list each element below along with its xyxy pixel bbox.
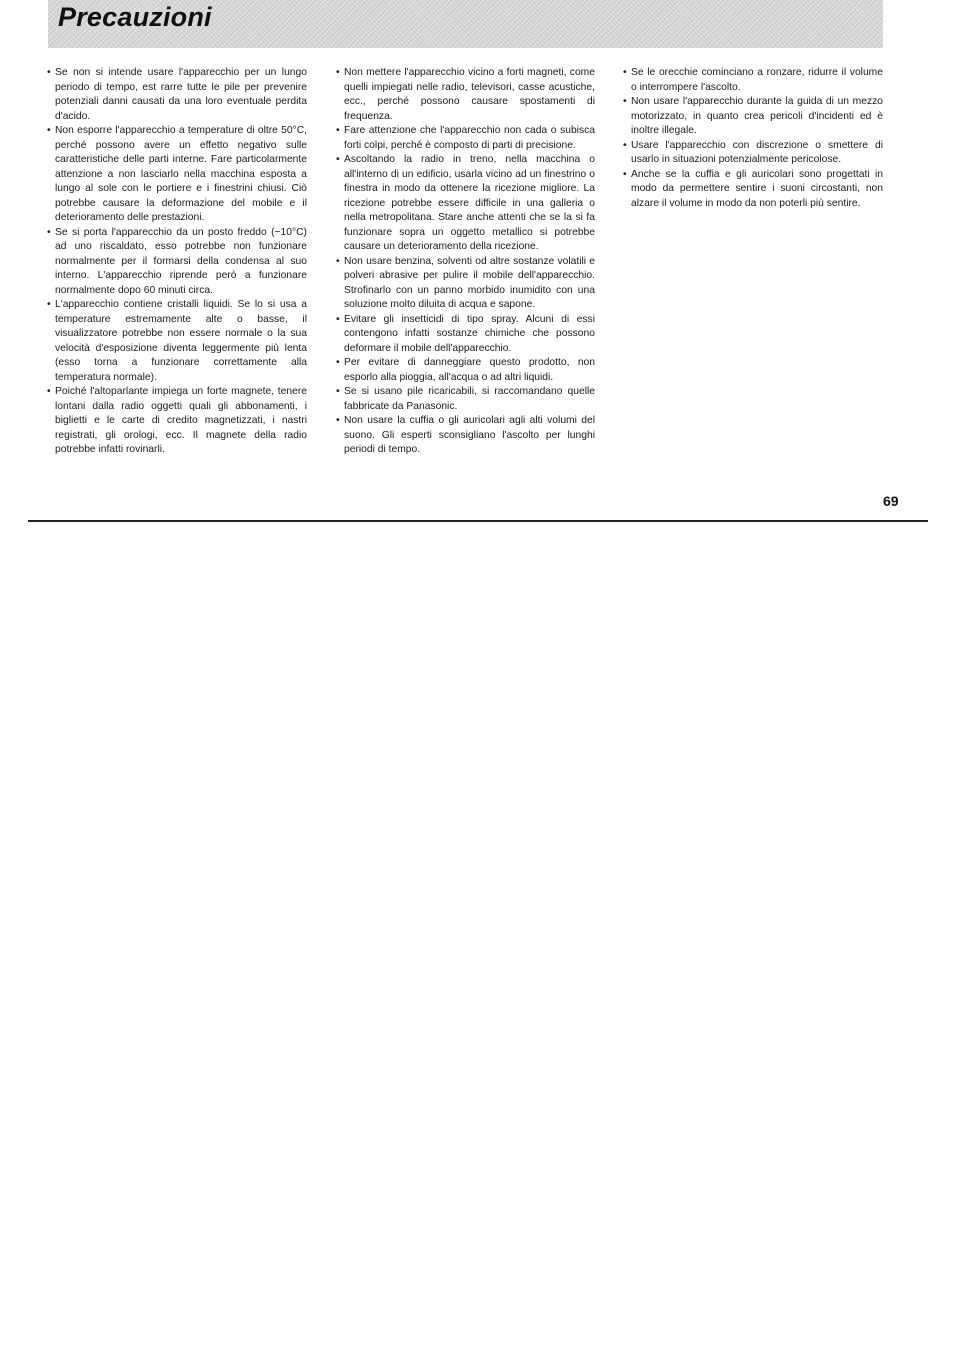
precaution-text: Non usare l'apparecchio durante la guida di un mezzo motorizzato, in quanto crea pericoli d'incidenti ed è inoltre illegale. [631,96,883,136]
column-2 [336,66,595,458]
bullet-icon: • [47,299,51,310]
precaution-text: Usare l'apparecchio con discrezione o smettere di usarlo in situazioni potenzialmente pericolose. [631,139,883,165]
precaution-item [47,385,307,458]
bullet-icon: • [336,154,340,165]
bullet-icon: • [336,125,340,136]
precaution-text: Evitare gli insetticidi di tipo spray. Alcuni di essi contengono infatti sostanze chimiche che possono deformare il mobile dell'apparecchio. [344,313,595,354]
precaution-item [47,226,307,299]
precaution-item [623,139,883,168]
precaution-text: Non esporre l'apparecchio a temperature di oltre 50°C, perché possono avere un effetto negativo sulle caratteristiche delle parti interne. Fare particolarmente attenzione a non lasciarlo nella macchina esposta a lungo al sole con le portiere e i finestrini chiusi. Ciò potrebbe causare la deformazione del mobile e il deterioramento delle prestazioni. [55,125,307,223]
precaution-text: Se si usano pile ricaricabili, si raccomandano quelle fabbricate da Panasonic. [344,386,595,412]
precaution-item [336,153,595,255]
precaution-text: Anche se la cuffia e gli auricolari sono progettati in modo da permettere sentire i suoni circostanti, non alzare il volume in modo da non poterli più sentire. [631,168,883,209]
bullet-icon: • [336,415,340,426]
precaution-text: Se non si intende usare l'apparecchio per un lungo periodo di tempo, est rarre tutte le pile per prevenire potenziali danni causati da una loro eventuale perdita d'acido. [55,67,307,122]
precaution-text: Per evitare di danneggiare questo prodotto, non esporlo alla pioggia, all'acqua o ad altri liquidi. [344,357,595,383]
bullet-icon: • [623,96,627,107]
precaution-item [336,356,595,385]
precaution-item [336,66,595,124]
precaution-text: Se le orecchie cominciano a ronzare, ridurre il volume o interrompere l'ascolto. [631,67,883,93]
precaution-item [623,66,883,95]
precaution-item [47,298,307,385]
precaution-item [47,66,307,124]
precaution-text: Poiché l'altoparlante impiega un forte magnete, tenere lontani dalla radio oggetti quali gli abbonamenti, i biglietti e le carte di credito magnetizzati, i nastri registrati, gli orologi, ecc. Il magnete della radio potrebbe infatti rovinarli. [55,386,307,455]
bullet-icon: • [336,313,340,325]
precaution-text: Non usare la cuffia o gli auricolari agli alti volumi del suono. Gli esperti sconsigliano l'ascolto per lunghi periodi di tempo. [344,415,595,455]
precaution-item [47,124,307,226]
page-number: 69 [883,493,899,509]
column-3 [623,66,883,211]
bullet-icon: • [623,67,627,78]
precaution-item [623,95,883,139]
precaution-item [336,385,595,414]
footer-divider [28,520,928,522]
bullet-icon: • [47,226,51,238]
page-title: Precauzioni [58,2,212,32]
bullet-icon: • [336,386,340,397]
bullet-icon: • [47,67,51,78]
precaution-text: Non usare benzina, solventi od altre sostanze volatili e polveri abrasive per pulire il mobile dell'apparecchio. Strofinarlo con un panno morbido inumidito con una soluzione molto diluita di acqua e sapone. [344,255,595,310]
precaution-text: Ascoltando la radio in treno, nella macchina o all'interno di un edificio, usarla vicino ad un finestrino o finestra in modo da ottenere la ricezione migliore. La ricezione potrebbe essere difficile in una galleria o nella metropolitana. Stare anche attenti che se la si fa funzionare sopra un oggetto metallico si potrebbe causare un deterioramento della ricezione. [344,154,595,252]
bullet-icon: • [623,139,627,151]
precaution-item [336,124,595,153]
precaution-item [336,414,595,458]
precaution-text: Se si porta l'apparecchio da un posto freddo (−10°C) ad uno riscaldato, esso potrebbe non funzionare normalmente per il formarsi della condensa al suo interno. L'apparecchio riprende però a funzionare normalmente dopo 60 minuti circa. [55,226,307,296]
precaution-text: L'apparecchio contiene cristalli liquidi. Se lo si usa a temperature estremamente alte o basse, il visualizzatore potrebbe non essere normale o la sua velocità d'esposizione diventa leggermente più lenta (esso torna a funzionare correttamente alla temperatura normale). [55,299,307,383]
bullet-icon: • [47,386,51,397]
precaution-text: Non mettere l'apparecchio vicino a forti magneti, come quelli impiegati nelle radio, televisori, casse acustiche, ecc., perché possono causare spostamenti di frequenza. [344,67,595,122]
bullet-icon: • [336,67,340,78]
precaution-item [336,255,595,313]
precaution-item [336,313,595,357]
column-1 [47,66,307,458]
bullet-icon: • [336,357,340,368]
precaution-text: Fare attenzione che l'apparecchio non cada o subisca forti colpi, perché è composto di parti di precisione. [344,125,595,151]
bullet-icon: • [47,125,51,136]
bullet-icon: • [623,168,627,180]
precaution-item [623,168,883,212]
bullet-icon: • [336,255,340,267]
